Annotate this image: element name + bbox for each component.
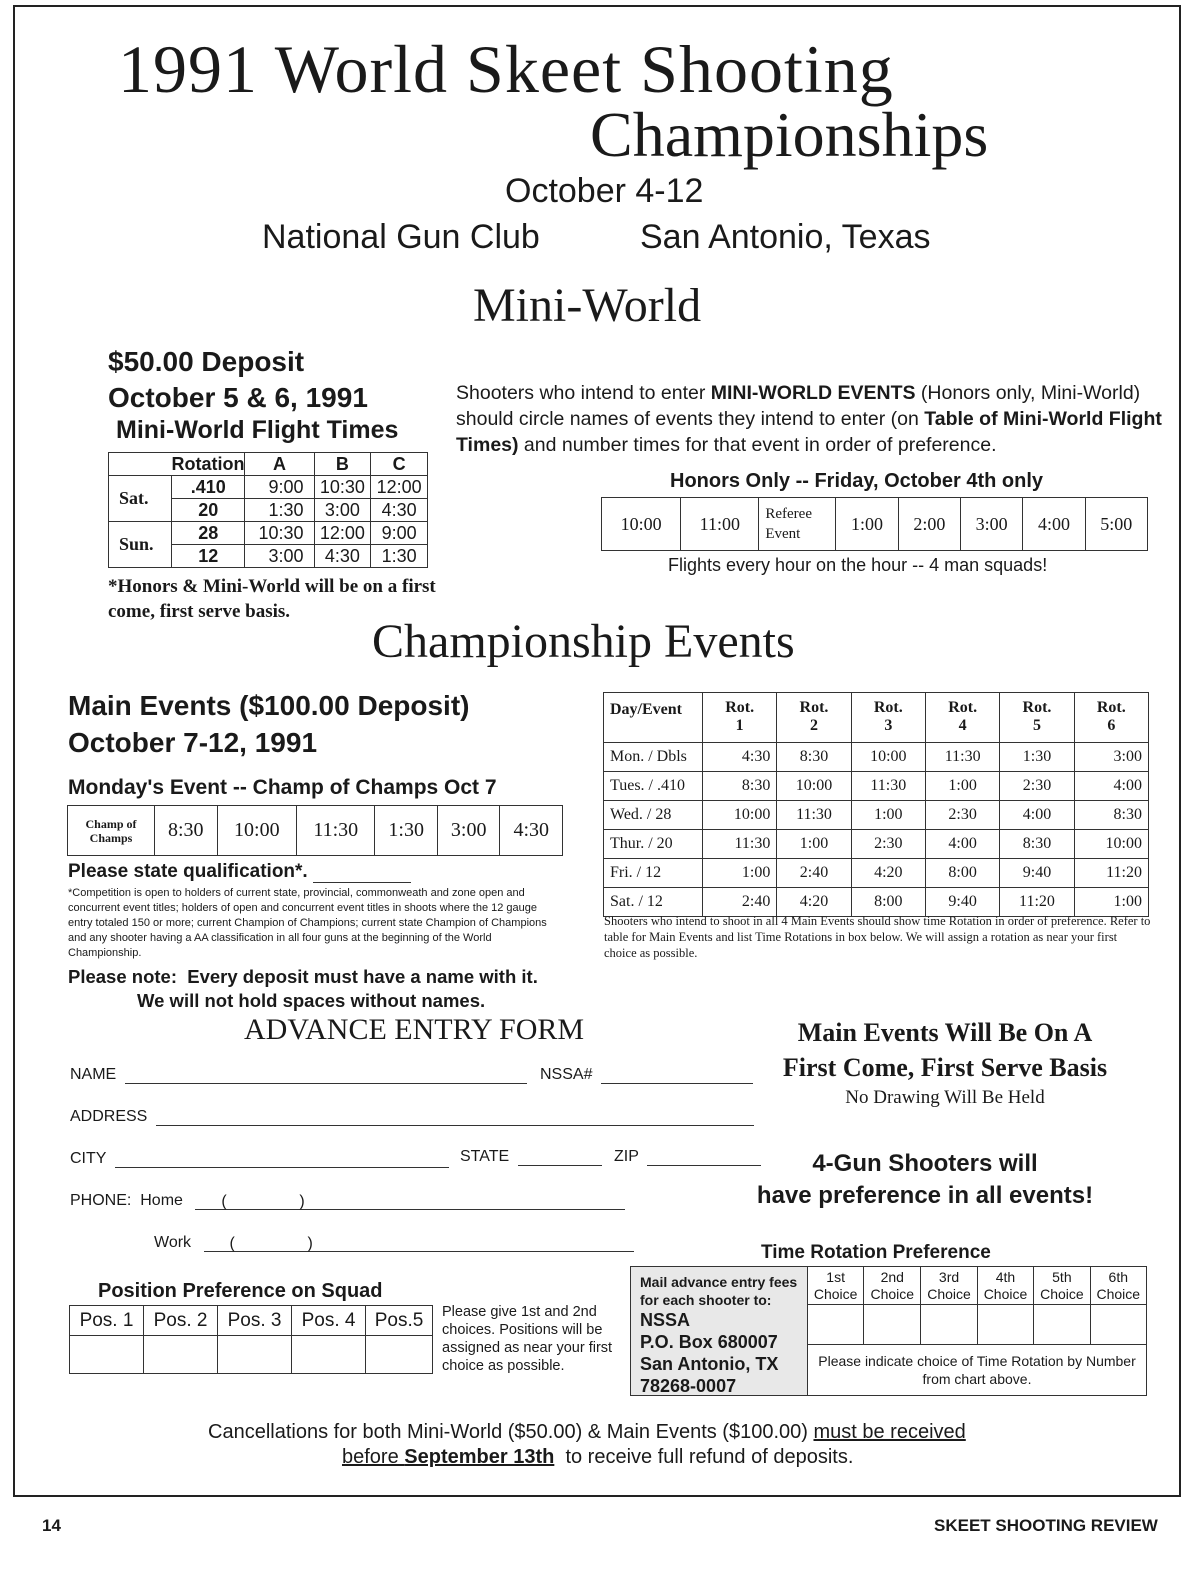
honors-time: 5:00 bbox=[1085, 498, 1147, 551]
honors-time: 3:00 bbox=[960, 498, 1022, 551]
champ-time: 8:30 bbox=[155, 806, 218, 856]
rot-cell: 4:00 bbox=[1074, 772, 1148, 801]
mft-cell: 1:30 bbox=[371, 545, 428, 568]
city-input[interactable] bbox=[115, 1153, 449, 1168]
mail-city: San Antonio, TX bbox=[640, 1354, 779, 1374]
rot-cell: 3:00 bbox=[1074, 743, 1148, 772]
rot-cell: 2:30 bbox=[851, 830, 925, 859]
champ-time: 11:30 bbox=[297, 806, 375, 856]
mini-world-heading: Mini-World bbox=[473, 279, 702, 332]
rotation-note: Shooters who intend to shoot in all 4 Main Events should show time Rotation in order of preference. Refer to table for Main Events and list Time Rotations in box below. We will assign a rotation as near your first choice as possible. bbox=[604, 914, 1151, 960]
choice-header: 4th Choice bbox=[977, 1267, 1033, 1305]
day-sat: Sat. bbox=[109, 476, 172, 522]
rot-day: Wed. / 28 bbox=[604, 801, 703, 830]
position-input[interactable] bbox=[144, 1336, 218, 1374]
club-location: San Antonio, Texas bbox=[640, 218, 931, 256]
honors-time: 11:00 bbox=[681, 498, 759, 551]
choice-input[interactable] bbox=[1034, 1305, 1090, 1345]
address-label: ADDRESS bbox=[70, 1108, 148, 1125]
publication-name: SKEET SHOOTING REVIEW bbox=[934, 1516, 1158, 1535]
qualification-note: *Competition is open to holders of current state, provincial, commonweath and zone open and concurrent event titles; holders of open and concurrent event titles in shoots where the 12 gauge entry totaled 150 or more; current Champion of Champions; current state Champion of Champions and any shooter having a AA classification in all four guns at the beginning of the World Championship. bbox=[68, 887, 547, 959]
rot-cell: 2:40 bbox=[703, 888, 777, 917]
first-come-heading-2: First Come, First Serve Basis bbox=[782, 1053, 1108, 1082]
main-events-title: Main Events ($100.00 Deposit) bbox=[68, 690, 470, 721]
state-row bbox=[460, 1148, 602, 1166]
monday-event-title: Monday's Event -- Champ of Champs Oct 7 bbox=[68, 776, 497, 799]
position-header: Pos. 1 bbox=[70, 1306, 144, 1336]
rot-cell: 1:00 bbox=[925, 772, 999, 801]
position-input[interactable] bbox=[218, 1336, 292, 1374]
mft-cell: 28 bbox=[172, 522, 245, 545]
mft-cell: 3:00 bbox=[245, 545, 314, 568]
mft-header: C bbox=[371, 453, 428, 476]
choice-input[interactable] bbox=[1090, 1305, 1146, 1345]
cancel-text: Cancellations for both Mini-World ($50.00) & Main Events ($100.00) bbox=[208, 1421, 814, 1443]
rot-day: Sat. / 12 bbox=[604, 888, 703, 917]
work-phone-input[interactable] bbox=[204, 1237, 634, 1252]
rot-day: Fri. / 12 bbox=[604, 859, 703, 888]
mail-name: NSSA bbox=[640, 1310, 691, 1330]
name-row bbox=[70, 1066, 527, 1084]
rot-cell: 4:00 bbox=[925, 830, 999, 859]
choice-header: 3rd Choice bbox=[921, 1267, 978, 1305]
main-events-dates: October 7-12, 1991 bbox=[68, 727, 318, 758]
zip-label: ZIP bbox=[614, 1148, 639, 1165]
nssa-label: NSSA# bbox=[540, 1066, 593, 1083]
rot-cell: 11:20 bbox=[1000, 888, 1074, 917]
position-header: Pos. 2 bbox=[144, 1306, 218, 1336]
four-gun-1: 4-Gun Shooters will bbox=[812, 1150, 1038, 1177]
mail-label: Mail advance entry fees for each shooter to: bbox=[640, 1274, 798, 1308]
honors-note: Flights every hour on the hour -- 4 man squads! bbox=[668, 555, 1048, 575]
city-row bbox=[70, 1150, 449, 1168]
rot-day: Thur. / 20 bbox=[604, 830, 703, 859]
intro-text: Shooters who intend to enter bbox=[456, 382, 711, 404]
championship-heading: Championship Events bbox=[372, 615, 795, 668]
day-sun: Sun. bbox=[109, 522, 172, 568]
honors-time: 2:00 bbox=[898, 498, 960, 551]
position-input[interactable] bbox=[292, 1336, 366, 1374]
cancellation-line-1 bbox=[208, 1421, 966, 1444]
rot-header: Rot. 6 bbox=[1074, 693, 1148, 743]
intro-text: (Honors only, Mini-World) should circle names of events they intend to enter (on bbox=[456, 382, 1141, 430]
choice-header: 2nd Choice bbox=[864, 1267, 921, 1305]
form-title: ADVANCE ENTRY FORM bbox=[244, 1013, 585, 1046]
city-label: CITY bbox=[70, 1150, 107, 1167]
mail-box-number: P.O. Box 680007 bbox=[640, 1332, 778, 1352]
rot-cell: 1:00 bbox=[1074, 888, 1148, 917]
rot-cell: 10:00 bbox=[851, 743, 925, 772]
rot-cell: 1:00 bbox=[777, 830, 851, 859]
rot-cell: 1:00 bbox=[703, 859, 777, 888]
rot-cell: 11:30 bbox=[703, 830, 777, 859]
mft-cell: 12 bbox=[172, 545, 245, 568]
intro-bold: MINI-WORLD EVENTS bbox=[710, 382, 916, 404]
position-title: Position Preference on Squad bbox=[98, 1280, 383, 1302]
mft-cell: 12:00 bbox=[314, 522, 371, 545]
time-pref-title: Time Rotation Preference bbox=[761, 1242, 991, 1263]
cancel-date: September 13th bbox=[404, 1446, 555, 1468]
choice-input[interactable] bbox=[808, 1305, 864, 1345]
rot-cell: 11:20 bbox=[1074, 859, 1148, 888]
rot-cell: 9:40 bbox=[1000, 859, 1074, 888]
choice-header: 5th Choice bbox=[1034, 1267, 1090, 1305]
choice-input[interactable] bbox=[977, 1305, 1033, 1345]
position-input[interactable] bbox=[70, 1336, 144, 1374]
mail-zip: 78268-0007 bbox=[640, 1376, 737, 1396]
title-line-1: 1991 World Skeet Shooting bbox=[118, 31, 894, 107]
mft-cell: 9:00 bbox=[371, 522, 428, 545]
work-label: Work bbox=[154, 1234, 192, 1251]
rot-header: Rot. 4 bbox=[925, 693, 999, 743]
choice-input[interactable] bbox=[921, 1305, 978, 1345]
mft-gauge: 410 bbox=[195, 476, 226, 497]
mini-dates: October 5 & 6, 1991 bbox=[108, 382, 368, 413]
champ-times-table bbox=[67, 805, 563, 856]
rot-cell: 4:20 bbox=[777, 888, 851, 917]
four-gun-2: have preference in all events! bbox=[756, 1182, 1094, 1209]
position-table bbox=[69, 1305, 433, 1374]
champ-time: 10:00 bbox=[217, 806, 297, 856]
address-input[interactable] bbox=[156, 1111, 754, 1126]
rot-day: Tues. / .410 bbox=[604, 772, 703, 801]
position-note: Please give 1st and 2nd choices. Positions will be assigned as near your first choice as possible. bbox=[442, 1304, 613, 1374]
rot-header: Rot. 1 bbox=[703, 693, 777, 743]
champ-time: 4:30 bbox=[500, 806, 563, 856]
paren-open: ( bbox=[229, 1235, 235, 1252]
rot-cell: 10:00 bbox=[703, 801, 777, 830]
qualification-line[interactable] bbox=[313, 868, 411, 883]
mft-header: B bbox=[314, 453, 371, 476]
position-header: Pos. 3 bbox=[218, 1306, 292, 1336]
rot-cell: 8:30 bbox=[1000, 830, 1074, 859]
rot-cell: 4:20 bbox=[851, 859, 925, 888]
event-dates: October 4-12 bbox=[505, 172, 704, 210]
rot-cell: 8:30 bbox=[777, 743, 851, 772]
rot-header: Rot. 3 bbox=[851, 693, 925, 743]
mft-cell: 10:30 bbox=[245, 522, 314, 545]
rot-cell: 9:40 bbox=[925, 888, 999, 917]
rot-cell: 8:30 bbox=[703, 772, 777, 801]
position-input[interactable] bbox=[366, 1336, 433, 1374]
mini-intro bbox=[456, 380, 1166, 458]
honors-time: 1:00 bbox=[836, 498, 898, 551]
mft-header: Rotation bbox=[171, 453, 245, 474]
rot-header: Rot. 2 bbox=[777, 693, 851, 743]
choice-header: 6th Choice bbox=[1090, 1267, 1146, 1305]
honors-referee: Referee Event bbox=[759, 498, 836, 551]
nssa-row bbox=[540, 1066, 753, 1084]
name-label: NAME bbox=[70, 1066, 117, 1083]
rot-cell: 8:00 bbox=[925, 859, 999, 888]
cancel-underline: must be received bbox=[813, 1421, 966, 1443]
page-number: 14 bbox=[42, 1516, 61, 1535]
rot-header: Day/Event bbox=[604, 693, 703, 743]
cancel-before: before bbox=[342, 1446, 405, 1468]
honors-time: 4:00 bbox=[1023, 498, 1085, 551]
mft-cell: 4:30 bbox=[371, 499, 428, 522]
rot-cell: 8:30 bbox=[1074, 801, 1148, 830]
honors-title: Honors Only -- Friday, October 4th only bbox=[670, 470, 1043, 492]
deposit-note-1: Please note: Every deposit must have a name with it. bbox=[68, 966, 538, 987]
rot-cell: 11:30 bbox=[851, 772, 925, 801]
mini-deposit: $50.00 Deposit bbox=[108, 346, 305, 377]
paren-close: ) bbox=[299, 1193, 305, 1210]
rot-cell: 1:30 bbox=[1000, 743, 1074, 772]
cancellation-line-2 bbox=[342, 1446, 853, 1469]
intro-text: and number times for that event in order of preference. bbox=[518, 434, 997, 456]
work-phone-row bbox=[154, 1234, 634, 1252]
rot-cell: 10:00 bbox=[1074, 830, 1148, 859]
qualification-text: Please state qualification*. bbox=[68, 861, 308, 882]
deposit-note-2: We will not hold spaces without names. bbox=[137, 990, 486, 1011]
mft-header: A bbox=[245, 453, 314, 476]
rotation-table bbox=[603, 692, 1149, 917]
first-come-heading-1: Main Events Will Be On A bbox=[797, 1018, 1093, 1047]
mail-box bbox=[630, 1266, 808, 1396]
cancel-text: to receive full refund of deposits. bbox=[554, 1446, 854, 1468]
rot-cell: 10:00 bbox=[777, 772, 851, 801]
choice-header: 1st Choice bbox=[808, 1267, 864, 1305]
choice-table bbox=[807, 1266, 1147, 1396]
rot-day: Mon. / Dbls bbox=[604, 743, 703, 772]
position-header: Pos. 4 bbox=[292, 1306, 366, 1336]
choice-note: Please indicate choice of Time Rotation by Number from chart above. bbox=[808, 1345, 1147, 1396]
position-header: Pos.5 bbox=[366, 1306, 433, 1336]
paren-close: ) bbox=[307, 1235, 313, 1252]
rot-cell: 1:00 bbox=[851, 801, 925, 830]
rot-cell: 11:30 bbox=[777, 801, 851, 830]
mft-cell: 20 bbox=[172, 499, 245, 522]
phone-label: PHONE: Home bbox=[70, 1192, 183, 1209]
home-phone-row bbox=[70, 1192, 625, 1210]
state-input[interactable] bbox=[518, 1151, 602, 1166]
intro-bold: Table of Mini-World Flight Times) bbox=[456, 408, 1162, 456]
club-name: National Gun Club bbox=[262, 218, 540, 256]
mft-cell: .410 bbox=[172, 476, 245, 499]
rot-cell: 2:30 bbox=[1000, 772, 1074, 801]
mft-cell: 1:30 bbox=[245, 499, 314, 522]
champ-label: Champ of Champs bbox=[68, 806, 155, 856]
rot-cell: 2:40 bbox=[777, 859, 851, 888]
title-line-2: Championships bbox=[590, 99, 989, 170]
mini-flight-table bbox=[108, 452, 428, 568]
champ-time: 1:30 bbox=[375, 806, 438, 856]
rot-cell: 2:30 bbox=[925, 801, 999, 830]
mft-cell: 3:00 bbox=[314, 499, 371, 522]
rot-header: Rot. 5 bbox=[1000, 693, 1074, 743]
flight-times-title: Mini-World Flight Times bbox=[116, 416, 399, 444]
choice-input[interactable] bbox=[864, 1305, 921, 1345]
rot-cell: 4:30 bbox=[703, 743, 777, 772]
honors-times-table bbox=[601, 497, 1148, 551]
first-come-note: *Honors & Mini-World will be on a first come, first serve basis. bbox=[108, 576, 436, 622]
mft-cell: 10:30 bbox=[314, 476, 371, 499]
address-row bbox=[70, 1108, 754, 1126]
qualification-label bbox=[68, 861, 411, 883]
rot-cell: 8:00 bbox=[851, 888, 925, 917]
rot-cell: 4:00 bbox=[1000, 801, 1074, 830]
rot-cell: 11:30 bbox=[925, 743, 999, 772]
state-label: STATE bbox=[460, 1148, 510, 1165]
home-phone-input[interactable] bbox=[195, 1195, 625, 1210]
cancel-underline bbox=[342, 1446, 554, 1468]
nssa-input[interactable] bbox=[601, 1069, 753, 1084]
mft-cell: 12:00 bbox=[371, 476, 428, 499]
champ-time: 3:00 bbox=[437, 806, 500, 856]
name-input[interactable] bbox=[125, 1069, 527, 1084]
mft-cell: 4:30 bbox=[314, 545, 371, 568]
paren-open: ( bbox=[221, 1193, 227, 1210]
honors-time: 10:00 bbox=[602, 498, 681, 551]
no-drawing: No Drawing Will Be Held bbox=[845, 1087, 1045, 1108]
mft-cell: 9:00 bbox=[245, 476, 314, 499]
